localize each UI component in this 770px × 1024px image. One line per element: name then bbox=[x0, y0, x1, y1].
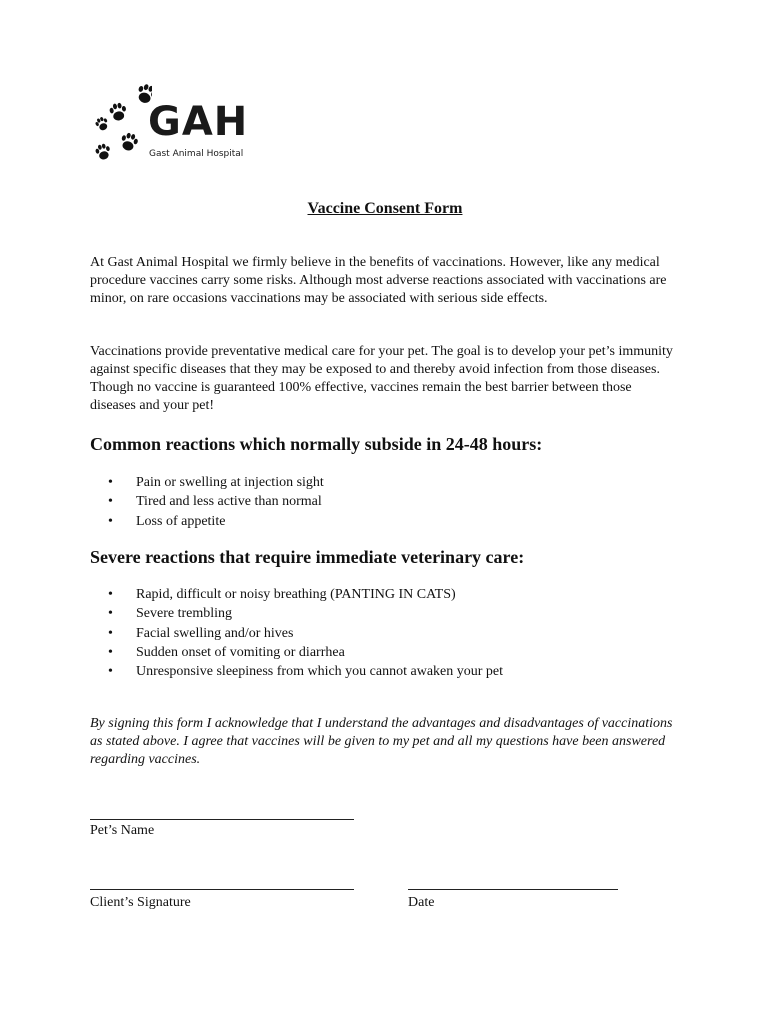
severe-reactions-list bbox=[108, 585, 503, 681]
hospital-logo bbox=[92, 80, 272, 166]
list-item bbox=[108, 585, 503, 604]
list-item bbox=[108, 662, 503, 681]
client-signature-line[interactable] bbox=[90, 889, 354, 890]
common-reactions-heading: Common reactions which normally subside in 24-48 hours: bbox=[90, 434, 543, 454]
bullet: • bbox=[108, 625, 113, 641]
severe-reactions-heading: Severe reactions that require immediate veterinary care: bbox=[90, 547, 525, 567]
pet-name-label: Pet’s Name bbox=[90, 823, 155, 838]
bullet: • bbox=[108, 475, 113, 490]
vaccination-paragraph: Vaccinations provide preventative medical care for your pet. The goal is to develop your pet’s immunity against specific diseases that they may be exposed to and thereby avoid infection from those diseases. Though no vaccine is guaranteed 100% effective, vaccines remain the best barrier between those diseases and your pet! bbox=[90, 344, 673, 413]
list-item bbox=[108, 473, 324, 492]
list-item-text: Rapid, difficult or noisy breathing (PANTING IN CATS) bbox=[136, 587, 456, 602]
pet-name-line[interactable] bbox=[90, 819, 354, 820]
list-item bbox=[108, 624, 503, 643]
bullet: • bbox=[108, 664, 113, 680]
form-title: Vaccine Consent Form bbox=[307, 200, 463, 217]
client-signature-label: Client’s Signature bbox=[90, 895, 191, 910]
common-reactions-list bbox=[108, 473, 324, 531]
bullet: • bbox=[108, 587, 113, 602]
list-item-text: Loss of appetite bbox=[136, 513, 226, 529]
logo-wordmark: GAH bbox=[148, 99, 249, 145]
list-item-text: Tired and less active than normal bbox=[136, 494, 322, 510]
bullet: • bbox=[108, 644, 113, 660]
list-item bbox=[108, 643, 503, 662]
list-item-text: Pain or swelling at injection sight bbox=[136, 475, 324, 490]
bullet: • bbox=[108, 513, 113, 529]
list-item bbox=[108, 512, 324, 531]
date-label: Date bbox=[408, 895, 435, 910]
list-item-text: Facial swelling and/or hives bbox=[136, 625, 294, 641]
intro-paragraph: At Gast Animal Hospital we firmly believe in the benefits of vaccinations. However, like any medical procedure vaccines carry some risks. Although most adverse reactions associated with vaccinations are minor, on rare occasions vaccinations may be associated with serious side effects. bbox=[90, 255, 667, 306]
list-item-text: Severe trembling bbox=[136, 606, 233, 622]
list-item-text: Unresponsive sleepiness from which you cannot awaken your pet bbox=[136, 664, 504, 680]
paw-prints-icon bbox=[92, 80, 152, 166]
bullet: • bbox=[108, 606, 113, 622]
date-line[interactable] bbox=[408, 889, 618, 890]
list-item bbox=[108, 492, 324, 511]
acknowledgement-statement: By signing this form I acknowledge that I understand the advantages and disadvantages of vaccinations as stated above. I agree that vaccines will be given to my pet and all my questions have been answered regarding vaccines. bbox=[90, 716, 673, 767]
list-item bbox=[108, 604, 503, 623]
logo-subtitle: Gast Animal Hospital bbox=[149, 149, 244, 159]
list-item-text: Sudden onset of vomiting or diarrhea bbox=[136, 644, 345, 660]
bullet: • bbox=[108, 494, 113, 510]
